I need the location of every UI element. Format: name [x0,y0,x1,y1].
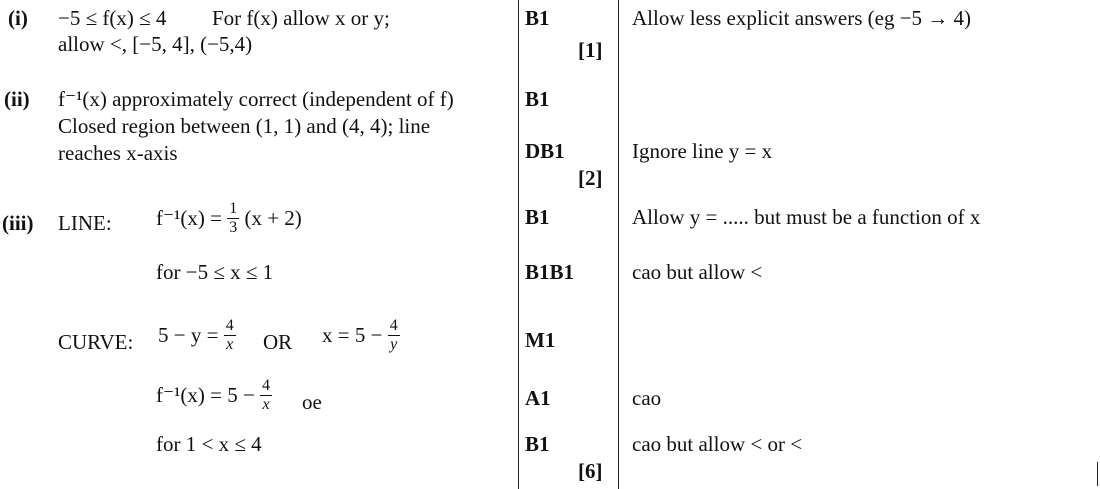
curve-frac1-num: 4 [225,317,234,334]
curve-domain: for 1 < x ≤ 4 [156,432,262,456]
part-ii-line1: f⁻¹(x) approximately correct (independent of f) [58,87,454,111]
inverse-frac-num: 4 [262,377,271,394]
curve-fraction-1 [224,318,236,353]
inverse-expr: f⁻¹(x) = 5 − [156,383,255,407]
curve-label: CURVE: [58,330,134,354]
part-iii-mark-3: M1 [525,328,556,352]
curve-fraction-2 [388,318,400,353]
part-iii-mark-1: B1 [525,205,550,229]
part-ii-mark1: B1 [525,87,550,111]
line-frac-den: 3 [229,219,238,236]
part-i-range: −5 ≤ f(x) ≤ 4 [58,6,167,30]
line-paren: (x + 2) [244,206,302,230]
part-iii-total: [6] [578,459,603,483]
line-label: LINE: [58,211,112,235]
oe-label: oe [302,390,322,414]
column-divider-left [518,0,519,489]
curve-frac2-num: 4 [389,317,398,334]
line-domain: for −5 ≤ x ≤ 1 [156,260,274,284]
part-ii-line3: reaches x-axis [58,141,178,165]
curve-frac1-den: x [226,336,234,353]
part-ii-guidance: Ignore line y = x [632,139,773,163]
part-iii-guidance-3: cao [632,386,662,410]
line-frac-num: 1 [229,200,238,217]
curve-equation-1 [158,318,236,353]
or-label: OR [263,330,293,354]
part-iii-guidance-4: cao but allow < or < [632,432,803,456]
part-i-total: [1] [578,38,603,62]
part-i-label: (i) [8,6,28,30]
line-equation [156,201,302,236]
part-iii-guidance-2: cao but allow < [632,260,763,284]
part-iii-mark-4: A1 [525,386,551,410]
part-ii-label: (ii) [4,87,30,111]
page-edge-mark [1097,462,1098,486]
curve-expr1: 5 − y = [158,323,219,347]
line-fraction [227,201,239,236]
column-divider-right [618,0,619,489]
part-ii-line2: Closed region between (1, 1) and (4, 4); line [58,114,431,138]
inverse-frac-den: x [262,396,270,413]
part-iii-guidance-1: Allow y = ..... but must be a function of x [632,205,981,229]
curve-frac2-den: y [390,336,398,353]
part-iii-mark-2: B1B1 [525,260,575,284]
part-i-allow: allow <, [−5, 4], (−5,4) [58,32,253,56]
curve-expr2: x = 5 − [322,323,383,347]
curve-equation-2 [322,318,400,353]
inverse-fraction [260,378,272,413]
inverse-equation [156,378,272,413]
line-fn: f⁻¹(x) = [156,206,222,230]
part-iii-mark-5: B1 [525,432,550,456]
part-i-note: For f(x) allow x or y; [212,6,390,30]
part-i-mark: B1 [525,6,550,30]
part-ii-total: [2] [578,166,603,190]
part-ii-mark2: DB1 [525,139,565,163]
part-iii-label: (iii) [2,211,34,235]
part-i-guidance: Allow less explicit answers (eg −5 → 4) [632,6,972,30]
